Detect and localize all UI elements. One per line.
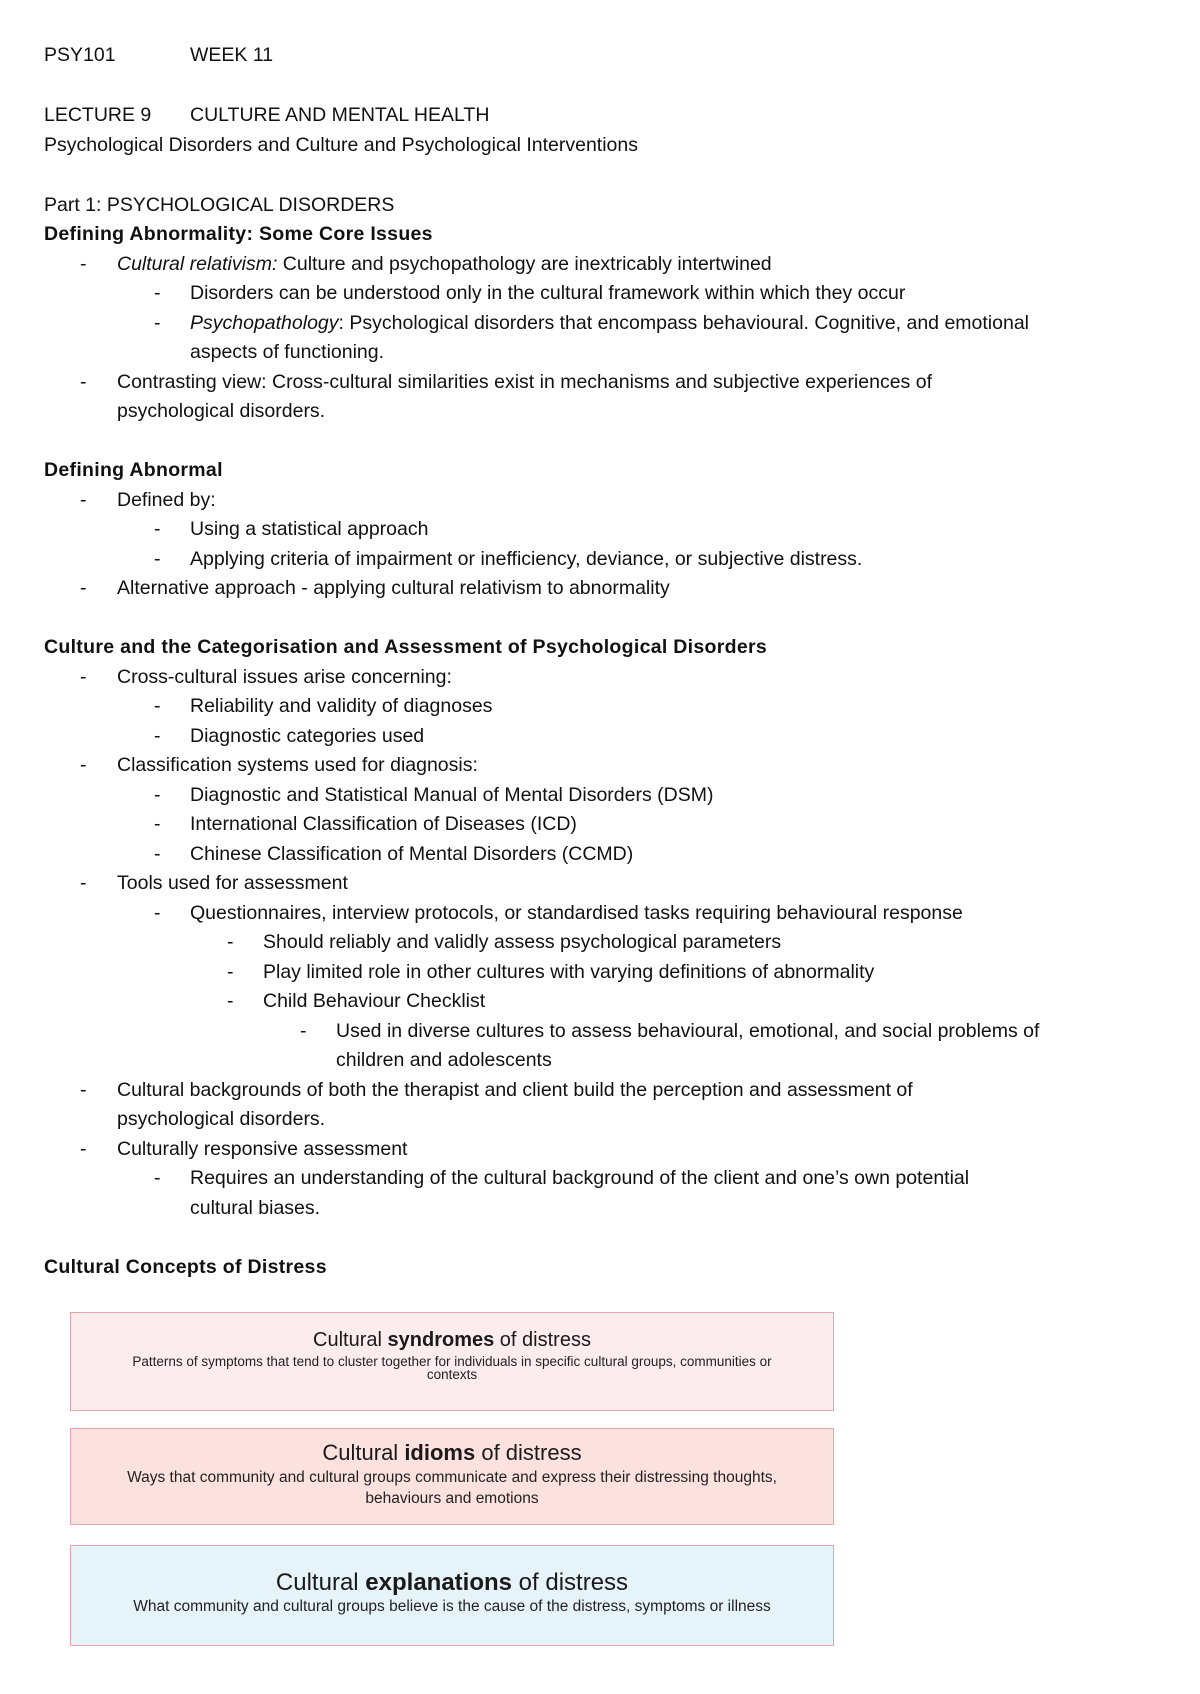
list-item-text: : Psychological disorders that encompass behavioural. Cognitive, and emotional [338, 312, 1030, 334]
box-description: Patterns of symptoms that tend to cluster together for individuals in specific cultural groups, communities or [132, 1354, 772, 1369]
bullet-dash: - [154, 695, 161, 717]
box-title-pre: Cultural [275, 1569, 366, 1596]
cultural-explanations-box [70, 1545, 834, 1646]
term-cultural-relativism: Cultural relativism: [117, 253, 278, 275]
list-item: Cultural backgrounds of both the therapist and client build the perception and assessment of [117, 1079, 913, 1101]
bullet-dash: - [154, 843, 161, 865]
course-code: PSY101 [44, 44, 116, 66]
bullet-dash: - [154, 518, 161, 540]
list-item: Play limited role in other cultures with varying definitions of abnormality [263, 961, 875, 983]
bullet-dash: - [154, 548, 161, 570]
list-item: Contrasting view: Cross-cultural similarities exist in mechanisms and subjective experiences of [117, 371, 932, 393]
bullet-dash: - [80, 253, 87, 275]
bullet-dash: - [227, 961, 234, 983]
term-psychopathology: Psychopathology [190, 312, 339, 334]
box-description: Ways that community and cultural groups communicate and express their distressing thoughts, [127, 1469, 777, 1486]
list-item: Questionnaires, interview protocols, or standardised tasks requiring behavioural response [190, 902, 963, 924]
bullet-dash: - [227, 990, 234, 1012]
list-item: Requires an understanding of the cultural background of the client and one’s own potential [190, 1167, 970, 1189]
list-item: Tools used for assessment [117, 872, 348, 894]
bullet-dash: - [154, 784, 161, 806]
section-heading-distress: Cultural Concepts of Distress [44, 1256, 327, 1278]
bullet-dash: - [300, 1020, 307, 1042]
bullet-dash: - [154, 282, 161, 304]
list-item: Cross-cultural issues arise concerning: [117, 666, 452, 688]
bullet-dash: - [227, 931, 234, 953]
week-label: WEEK 11 [190, 44, 274, 66]
bullet-dash: - [154, 725, 161, 747]
bullet-dash: - [154, 902, 161, 924]
list-item: Diagnostic categories used [190, 725, 425, 747]
box-title-pre: Cultural [322, 1440, 405, 1465]
section-heading-categorisation: Culture and the Categorisation and Assessment of Psychological Disorders [44, 636, 768, 658]
list-item-continuation: psychological disorders. [117, 1108, 326, 1130]
list-item: Using a statistical approach [190, 518, 429, 540]
cultural-idioms-box [70, 1428, 834, 1525]
lecture-number: LECTURE 9 [44, 104, 152, 126]
box-title-emphasis: idioms [404, 1440, 476, 1465]
lecture-title: CULTURE AND MENTAL HEALTH [190, 104, 490, 126]
list-item: Diagnostic and Statistical Manual of Mental Disorders (DSM) [190, 784, 714, 806]
box-title-post: of distress [494, 1329, 591, 1351]
list-item: Reliability and validity of diagnoses [190, 695, 493, 717]
list-item: Applying criteria of impairment or inefficiency, deviance, or subjective distress. [190, 548, 863, 570]
bullet-dash: - [154, 312, 161, 334]
bullet-dash: - [80, 1138, 87, 1160]
list-item: Culturally responsive assessment [117, 1138, 408, 1160]
box-title [71, 1439, 833, 1467]
box-title-emphasis: explanations [365, 1569, 513, 1596]
list-item: Chinese Classification of Mental Disorders (CCMD) [190, 843, 634, 865]
list-item [117, 252, 772, 276]
list-item: Disorders can be understood only in the cultural framework within which they occur [190, 282, 906, 304]
box-title-post: of distress [512, 1569, 629, 1596]
list-item: Child Behaviour Checklist [263, 990, 486, 1012]
box-title-emphasis: syndromes [387, 1329, 495, 1351]
list-item [190, 311, 1029, 335]
box-title [71, 1569, 833, 1597]
list-item: International Classification of Diseases (ICD) [190, 813, 577, 835]
bullet-dash: - [80, 371, 87, 393]
bullet-dash: - [80, 577, 87, 599]
list-item: Defined by: [117, 489, 216, 511]
list-item-text: Culture and psychopathology are inextricably intertwined [277, 253, 772, 275]
box-title [71, 1327, 833, 1353]
list-item-continuation: psychological disorders. [117, 400, 326, 422]
bullet-dash: - [80, 754, 87, 776]
box-title-post: of distress [475, 1440, 582, 1465]
list-item-continuation: cultural biases. [190, 1197, 321, 1219]
section-heading-abnormality: Defining Abnormality: Some Core Issues [44, 223, 433, 245]
bullet-dash: - [80, 872, 87, 894]
bullet-dash: - [154, 813, 161, 835]
cultural-syndromes-box [70, 1312, 834, 1411]
lecture-subtitle: Psychological Disorders and Culture and Psychological Interventions [44, 134, 638, 156]
list-item-continuation: children and adolescents [336, 1049, 552, 1071]
bullet-dash: - [80, 666, 87, 688]
box-description-continuation: contexts [426, 1367, 478, 1382]
box-title-pre: Cultural [313, 1329, 388, 1351]
bullet-dash: - [80, 1079, 87, 1101]
list-item: Should reliably and validly assess psychological parameters [263, 931, 782, 953]
list-item: Classification systems used for diagnosis: [117, 754, 478, 776]
list-item-continuation: aspects of functioning. [190, 341, 385, 363]
bullet-dash: - [80, 489, 87, 511]
section-heading-abnormal: Defining Abnormal [44, 459, 223, 481]
list-item: Used in diverse cultures to assess behavioural, emotional, and social problems of [336, 1020, 1040, 1042]
box-description: What community and cultural groups believe is the cause of the distress, symptoms or illness [133, 1598, 771, 1615]
bullet-dash: - [154, 1167, 161, 1189]
box-description-continuation: behaviours and emotions [365, 1490, 539, 1507]
list-item: Alternative approach - applying cultural relativism to abnormality [117, 577, 670, 599]
part-title: Part 1: PSYCHOLOGICAL DISORDERS [44, 194, 395, 216]
